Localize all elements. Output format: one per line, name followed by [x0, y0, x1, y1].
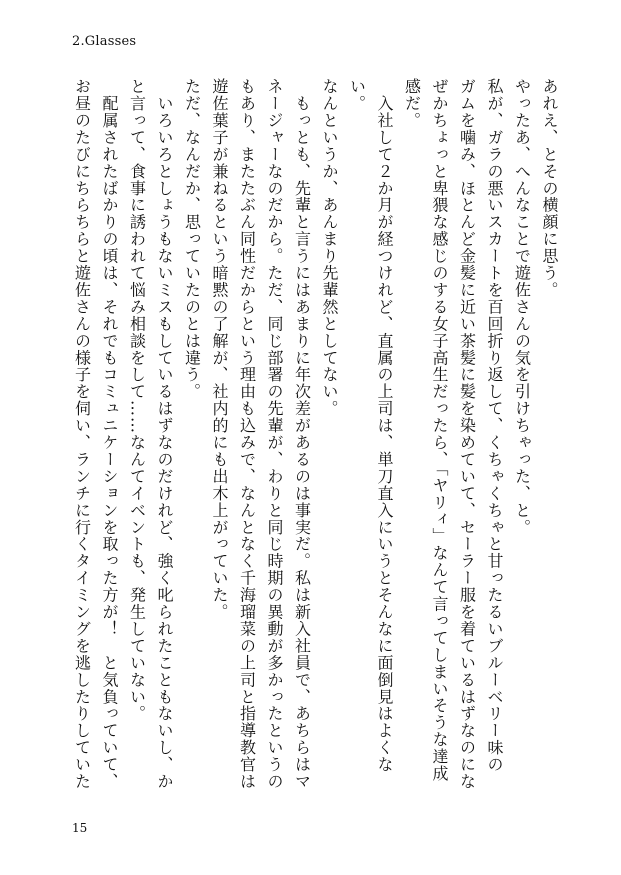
text-line: ガムを噛み、ほとんど金髪に近い茶髪に髪を染めていて、セーラー服を着ているはずなのにな: [457, 78, 477, 790]
text-line: なんというか、あんまり先輩然としてない。: [320, 78, 339, 417]
text-line: あれえ、とその横顔に思う。: [540, 78, 559, 299]
text-line: ネージャーなのだから。ただ、同じ部署の先輩が、わりと同じ時期の異動が多かったというの: [265, 78, 284, 790]
text-line: いろいろとしょうもないミスもしているはずなのだけれど、強く叱られたこともないし、か: [155, 78, 174, 790]
page-number: 15: [72, 821, 88, 835]
body-text: [68, 78, 563, 798]
text-line: ぜかちょっと卑猥な感じのする女子高生だったら、「ヤリィ」なんて言ってしまいそうな達成: [430, 78, 449, 782]
text-line: 入社して２か月が経つけれど、直属の上司は、単刀直入にいうとそんなに面倒見はよくない。: [347, 78, 394, 773]
text-line: やったあ、へんなことで遊佐さんの気を引けちゃった、と。: [512, 78, 532, 536]
text-line: と言って、食事に誘われて悩み相談をして……なんてイベントも、発生していない。: [127, 78, 147, 723]
text-line: 配属されたばかりの頃は、それでもコミュニケーションを取った方が！ と気負っていて、: [100, 78, 119, 790]
text-line: 遊佐葉子が兼ねるという暗黙の了解が、社内的にも出木上がっていた。: [210, 78, 229, 621]
text-line: もっとも、先輩と言うにはあまりに年次差があるのは事実だ。私は新入社員で、あちらはマ: [292, 78, 312, 790]
text-line: 私が、ガラの悪いスカートを百回折り返して、くちゃくちゃと甘ったるいブルーベリー味の: [485, 78, 504, 773]
text-line: お昼のたびにちらちらと遊佐さんの様子を伺い、ランチに行くタイミングを逃したりしていた: [72, 78, 92, 790]
text-line: もあり、またたぶん同性だからという理由も込みで、なんとなく千海瑠菜の上司と指導教官は: [237, 78, 257, 790]
text-line: ただ、なんだか、思っていたのとは違う。: [182, 78, 202, 401]
running-header-chapter: 2.Glasses: [72, 34, 137, 49]
text-line: 感だ。: [402, 78, 422, 129]
